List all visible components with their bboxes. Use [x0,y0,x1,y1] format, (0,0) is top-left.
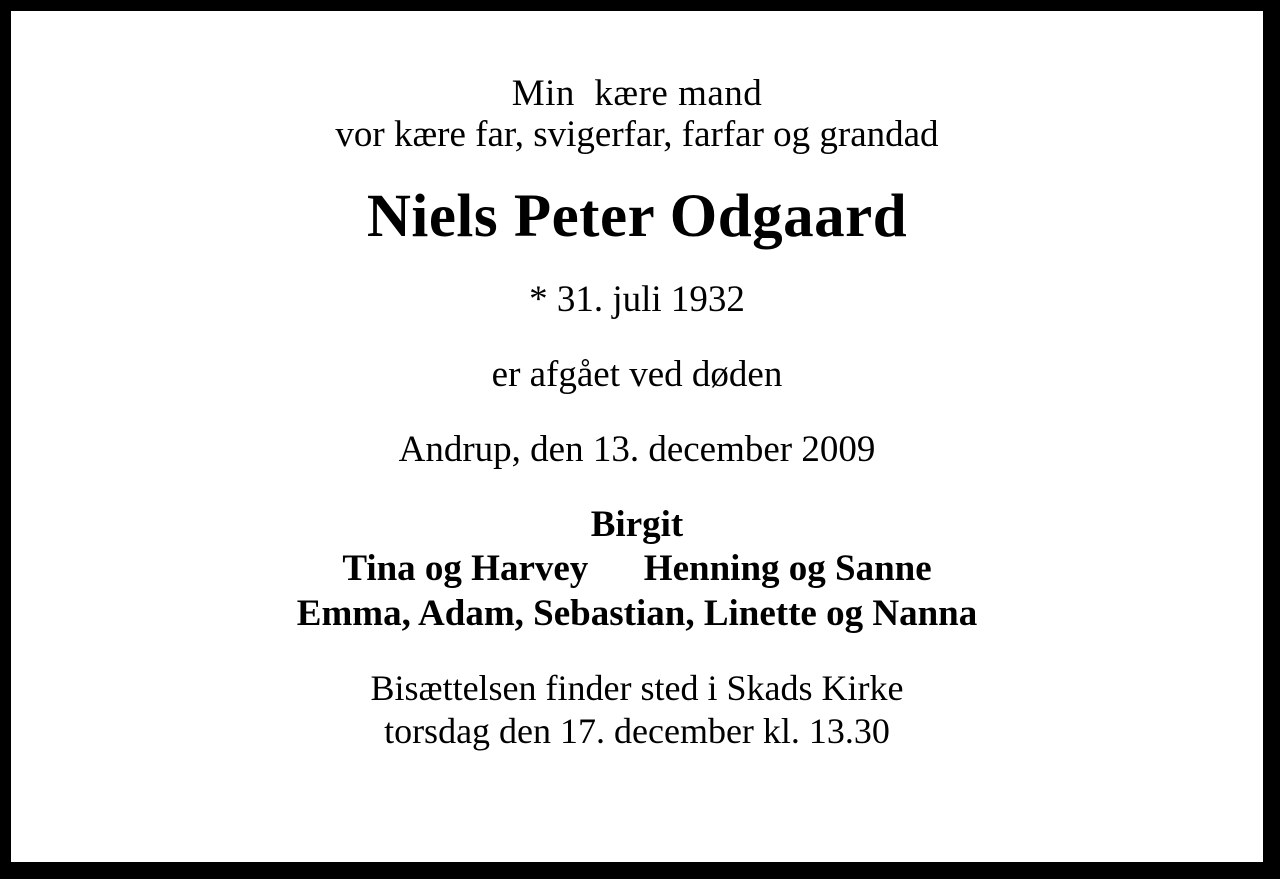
deceased-name: Niels Peter Odgaard [366,182,908,250]
funeral-line-2: torsdag den 17. december kl. 13.30 [384,711,890,752]
funeral-line-1: Bisættelsen finder sted i Skads Kirke [370,668,904,709]
survivors-block [51,503,1223,636]
place-and-date: Andrup, den 13. december 2009 [398,428,876,470]
survivor-children: Tina og Harvey Henning og Sanne [342,548,932,590]
obituary-frame [8,8,1266,865]
funeral-details [51,667,1223,753]
obituary-notice [11,11,1263,862]
passing-statement: er afgået ved døden [491,353,783,395]
survivor-grandchildren: Emma, Adam, Sebastian, Linette og Nanna [296,592,978,634]
intro-line-1: Min kære mand [511,73,763,114]
intro-line-2: vor kære far, svigerfar, farfar og grandad [335,114,939,156]
survivor-spouse: Birgit [590,503,684,545]
birth-date: * 31. juli 1932 [529,278,745,320]
intro-block [51,73,1223,156]
